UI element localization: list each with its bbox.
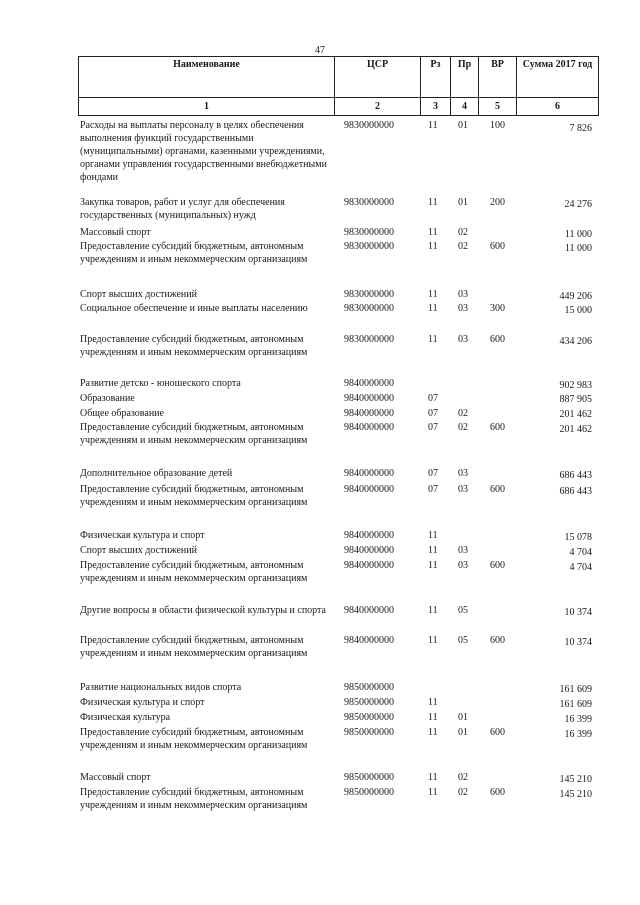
row-csr: 9850000000: [344, 727, 394, 738]
row-csr: 9850000000: [344, 697, 394, 708]
row-csr: 9840000000: [344, 545, 394, 556]
row-csr: 9840000000: [344, 408, 394, 419]
row-pr: 05: [458, 605, 468, 616]
row-rz: 11: [428, 712, 438, 723]
row-name: Развитие детско - юношеского спорта: [80, 378, 241, 389]
row-sum: 887 905: [559, 394, 592, 405]
row-vr: 100: [490, 120, 505, 131]
row-csr: 9830000000: [344, 303, 394, 314]
row-sum: 4 704: [569, 547, 592, 558]
header-num-sum: 6: [517, 98, 599, 116]
row-rz: 11: [428, 545, 438, 556]
row-pr: 02: [458, 422, 468, 433]
row-vr: 600: [490, 241, 505, 252]
row-rz: 11: [428, 605, 438, 616]
row-sum: 449 206: [559, 291, 592, 302]
header-name: Наименование: [79, 57, 335, 98]
row-name: Спорт высших достижений: [80, 289, 197, 300]
row-sum: 16 399: [564, 729, 592, 740]
row-name: Спорт высших достижений: [80, 545, 197, 556]
row-name: Предоставление субсидий бюджетным, автономным учреждениям и иным некоммерческим организациям: [80, 241, 308, 265]
row-pr: 03: [458, 545, 468, 556]
page-number: 47: [315, 45, 325, 56]
row-sum: 4 704: [569, 562, 592, 573]
row-sum: 11 000: [564, 243, 592, 254]
row-rz: 11: [428, 560, 438, 571]
row-sum: 686 443: [559, 470, 592, 481]
row-name: Социальное обеспечение и иные выплаты населению: [80, 303, 308, 314]
row-csr: 9830000000: [344, 227, 394, 238]
row-csr: 9830000000: [344, 197, 394, 208]
row-name: Общее образование: [80, 408, 164, 419]
row-rz: 11: [428, 289, 438, 300]
row-rz: 11: [428, 241, 438, 252]
row-rz: 07: [428, 393, 438, 404]
row-name: Предоставление субсидий бюджетным, автономным учреждениям и иным некоммерческим организациям: [80, 422, 308, 446]
row-pr: 02: [458, 227, 468, 238]
row-rz: 11: [428, 120, 438, 131]
row-csr: 9850000000: [344, 682, 394, 693]
header-num-csr: 2: [335, 98, 421, 116]
row-csr: 9830000000: [344, 334, 394, 345]
header-rz: Рз: [421, 57, 451, 98]
row-rz: 11: [428, 334, 438, 345]
row-name: Массовый спорт: [80, 227, 151, 238]
row-pr: 02: [458, 772, 468, 783]
row-pr: 03: [458, 484, 468, 495]
row-rz: 11: [428, 772, 438, 783]
header-pr: Пр: [451, 57, 479, 98]
row-vr: 600: [490, 635, 505, 646]
row-pr: 03: [458, 289, 468, 300]
row-csr: 9840000000: [344, 635, 394, 646]
row-sum: 686 443: [559, 486, 592, 497]
row-pr: 01: [458, 712, 468, 723]
row-name: Дополнительное образование детей: [80, 468, 233, 479]
row-pr: 03: [458, 468, 468, 479]
row-csr: 9840000000: [344, 530, 394, 541]
row-pr: 03: [458, 303, 468, 314]
row-sum: 145 210: [559, 789, 592, 800]
row-vr: 600: [490, 422, 505, 433]
row-rz: 11: [428, 697, 438, 708]
row-csr: 9840000000: [344, 560, 394, 571]
row-name: Предоставление субсидий бюджетным, автономным учреждениям и иным некоммерческим организациям: [80, 484, 308, 508]
row-name: Предоставление субсидий бюджетным, автономным учреждениям и иным некоммерческим организациям: [80, 787, 308, 811]
row-sum: 902 983: [559, 380, 592, 391]
row-rz: 07: [428, 484, 438, 495]
row-name: Предоставление субсидий бюджетным, автономным учреждениям и иным некоммерческим организациям: [80, 560, 308, 584]
row-csr: 9840000000: [344, 422, 394, 433]
header-sum: Сумма 2017 год: [517, 57, 599, 98]
row-csr: 9850000000: [344, 712, 394, 723]
row-name: Массовый спорт: [80, 772, 151, 783]
row-name: Физическая культура и спорт: [80, 697, 205, 708]
row-name: Предоставление субсидий бюджетным, автономным учреждениям и иным некоммерческим организациям: [80, 727, 308, 751]
row-vr: 200: [490, 197, 505, 208]
row-sum: 10 374: [564, 637, 592, 648]
row-sum: 24 276: [564, 199, 592, 210]
row-sum: 7 826: [569, 123, 592, 134]
row-rz: 11: [428, 530, 438, 541]
row-name: Физическая культура: [80, 712, 171, 723]
row-pr: 05: [458, 635, 468, 646]
row-rz: 07: [428, 422, 438, 433]
row-rz: 11: [428, 197, 438, 208]
row-csr: 9840000000: [344, 468, 394, 479]
row-pr: 02: [458, 241, 468, 252]
row-vr: 300: [490, 303, 505, 314]
row-pr: 01: [458, 197, 468, 208]
row-vr: 600: [490, 560, 505, 571]
row-rz: 11: [428, 227, 438, 238]
row-csr: 9840000000: [344, 378, 394, 389]
row-pr: 03: [458, 560, 468, 571]
row-sum: 434 206: [559, 336, 592, 347]
row-rz: 07: [428, 468, 438, 479]
row-sum: 161 609: [559, 684, 592, 695]
header-num-name: 1: [79, 98, 335, 116]
row-csr: 9850000000: [344, 772, 394, 783]
row-csr: 9850000000: [344, 787, 394, 798]
row-name: Образование: [80, 393, 135, 404]
row-rz: 11: [428, 303, 438, 314]
header-vr: ВР: [479, 57, 517, 98]
row-vr: 600: [490, 484, 505, 495]
row-rz: 11: [428, 635, 438, 646]
row-csr: 9840000000: [344, 393, 394, 404]
row-sum: 15 078: [564, 532, 592, 543]
row-pr: 01: [458, 120, 468, 131]
row-name: Предоставление субсидий бюджетным, автономным учреждениям и иным некоммерческим организациям: [80, 334, 308, 358]
row-name: Развитие национальных видов спорта: [80, 682, 242, 693]
row-rz: 11: [428, 787, 438, 798]
row-vr: 600: [490, 727, 505, 738]
row-pr: 02: [458, 787, 468, 798]
row-csr: 9840000000: [344, 484, 394, 495]
header-num-rz: 3: [421, 98, 451, 116]
row-rz: 11: [428, 727, 438, 738]
row-sum: 15 000: [564, 305, 592, 316]
row-vr: 600: [490, 787, 505, 798]
header-num-pr: 4: [451, 98, 479, 116]
row-sum: 16 399: [564, 714, 592, 725]
row-vr: 600: [490, 334, 505, 345]
row-name: Закупка товаров, работ и услуг для обеспечения государственных (муниципальных) нужд: [80, 197, 285, 221]
row-sum: 201 462: [559, 409, 592, 420]
row-pr: 03: [458, 334, 468, 345]
row-pr: 02: [458, 408, 468, 419]
header-num-vr: 5: [479, 98, 517, 116]
row-csr: 9840000000: [344, 605, 394, 616]
row-sum: 161 609: [559, 699, 592, 710]
row-pr: 01: [458, 727, 468, 738]
row-name: Расходы на выплаты персоналу в целях обеспечения выполнения функций государственными (муниципальными) органами, казенными учреждениями, органами управления государственными внебюджетными фондами: [80, 120, 327, 183]
row-name: Физическая культура и спорт: [80, 530, 205, 541]
row-sum: 10 374: [564, 607, 592, 618]
row-rz: 07: [428, 408, 438, 419]
row-name: Предоставление субсидий бюджетным, автономным учреждениям и иным некоммерческим организациям: [80, 635, 308, 659]
row-sum: 145 210: [559, 774, 592, 785]
row-sum: 11 000: [564, 229, 592, 240]
row-csr: 9830000000: [344, 120, 394, 131]
row-csr: 9830000000: [344, 289, 394, 300]
row-name: Другие вопросы в области физической культуры и спорта: [80, 605, 326, 616]
row-csr: 9830000000: [344, 241, 394, 252]
header-csr: ЦСР: [335, 57, 421, 98]
row-sum: 201 462: [559, 424, 592, 435]
